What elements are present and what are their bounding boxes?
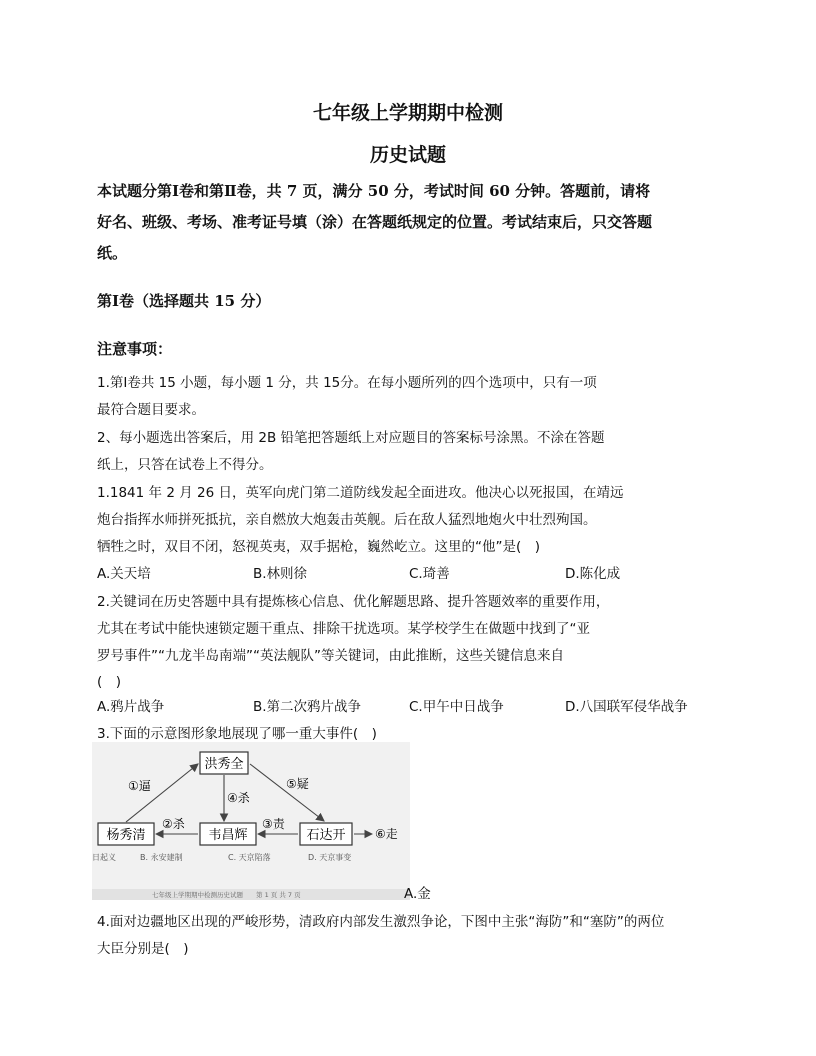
question-3-answer-fragment: A.金 [404, 886, 431, 902]
intro-line: 纸。 [97, 244, 128, 262]
question-1-option-b[interactable]: B.林则徐 [253, 566, 308, 582]
question-2-line: 2.关键词在历史答题中具有提炼核心信息、优化解题思路、提升答题效率的重要作用， [97, 594, 610, 610]
edge-2-label: ②杀 [162, 817, 185, 831]
section-heading: 第Ⅰ卷（选择题共 15 分） [97, 292, 271, 310]
question-1-line: 牺牲之时，双目不闭，怒视英夷，双手据枪，巍然屹立。这里的“他”是( ) [97, 539, 541, 555]
exam-title: 七年级上学期期中检测 [312, 102, 503, 124]
node-wei-label: 韦昌辉 [208, 828, 248, 843]
edge-5-label: ⑤疑 [286, 777, 309, 791]
diagram-background [92, 742, 410, 900]
notes-line: 纸上，只答在试卷上不得分。 [97, 457, 273, 473]
edge-1-label: ①逼 [128, 779, 151, 793]
diagram-option-b: B. 永安建制 [140, 853, 183, 862]
diagram-option-c: C. 天京陷落 [228, 853, 271, 862]
diagram-option-a: 日起义 [92, 853, 116, 862]
question-2-option-c[interactable]: C.甲午中日战争 [409, 699, 504, 715]
notes-line: 最符合题目要求。 [97, 402, 205, 418]
edge-6-label: ⑥走 [375, 827, 398, 841]
notes-line: 2、每小题选出答案后，用 2B 铅笔把答题纸上对应题目的答案标号涂黑。不涂在答题 [97, 430, 605, 446]
diagram-footer: 七年级上学期期中检测历史试题 第 1 页 共 7 页 [152, 891, 301, 899]
node-yang-label: 杨秀清 [106, 828, 146, 843]
question-2-option-a[interactable]: A.鸦片战争 [97, 699, 165, 715]
node-hong-label: 洪秀全 [204, 757, 244, 772]
question-1-line: 炮台指挥水师拼死抵抗，亲自燃放大炮轰击英舰。后在敌人猛烈地炮火中壮烈殉国。 [97, 512, 597, 528]
question-4-line: 4.面对边疆地区出现的严峻形势，清政府内部发生激烈争论，下图中主张“海防”和“塞防”的两位 [97, 914, 665, 930]
question-2-line: 罗号事件”“九龙半岛南端”“英法舰队”等关键词，由此推断，这些关键信息来自 [97, 648, 564, 664]
question-1-option-c[interactable]: C.琦善 [409, 566, 450, 582]
notes-line: 1.第Ⅰ卷共 15 小题，每小题 1 分，共 15分。在每小题所列的四个选项中，只有一项 [97, 375, 597, 391]
question-1-line: 1.1841 年 2 月 26 日，英军向虎门第二道防线发起全面进攻。他决心以死报国，在靖远 [97, 485, 624, 501]
diagram-option-d: D. 天京事变 [308, 853, 352, 862]
question-2-line: 尤其在考试中能快速锁定题干重点、排除干扰选项。某学校学生在做题中找到了“亚 [97, 621, 590, 637]
edge-3-label: ③责 [262, 817, 285, 831]
intro-line: 本试题分第Ⅰ卷和第Ⅱ卷，共 7 页，满分 50 分，考试时间 60 分钟。答题前，请将 [97, 182, 651, 200]
intro-line: 好名、班级、考场、准考证号填（涂）在答题纸规定的位置。考试结束后，只交答题 [97, 213, 653, 231]
question-1-option-d[interactable]: D.陈化成 [565, 566, 621, 582]
taiping-diagram [92, 742, 410, 900]
exam-subtitle: 历史试题 [369, 144, 446, 166]
question-2-option-b[interactable]: B.第二次鸦片战争 [253, 699, 362, 715]
question-2-line: ( ) [97, 674, 122, 690]
node-shi-label: 石达开 [306, 828, 346, 843]
question-2-option-d[interactable]: D.八国联军侵华战争 [565, 699, 688, 715]
notes-heading: 注意事项： [97, 340, 173, 358]
question-3-line: 3.下面的示意图形象地展现了哪一重大事件( ) [97, 726, 377, 742]
question-1-option-a[interactable]: A.关天培 [97, 566, 151, 582]
question-4-line: 大臣分别是( ) [97, 941, 189, 957]
edge-4-label: ④杀 [227, 791, 250, 805]
